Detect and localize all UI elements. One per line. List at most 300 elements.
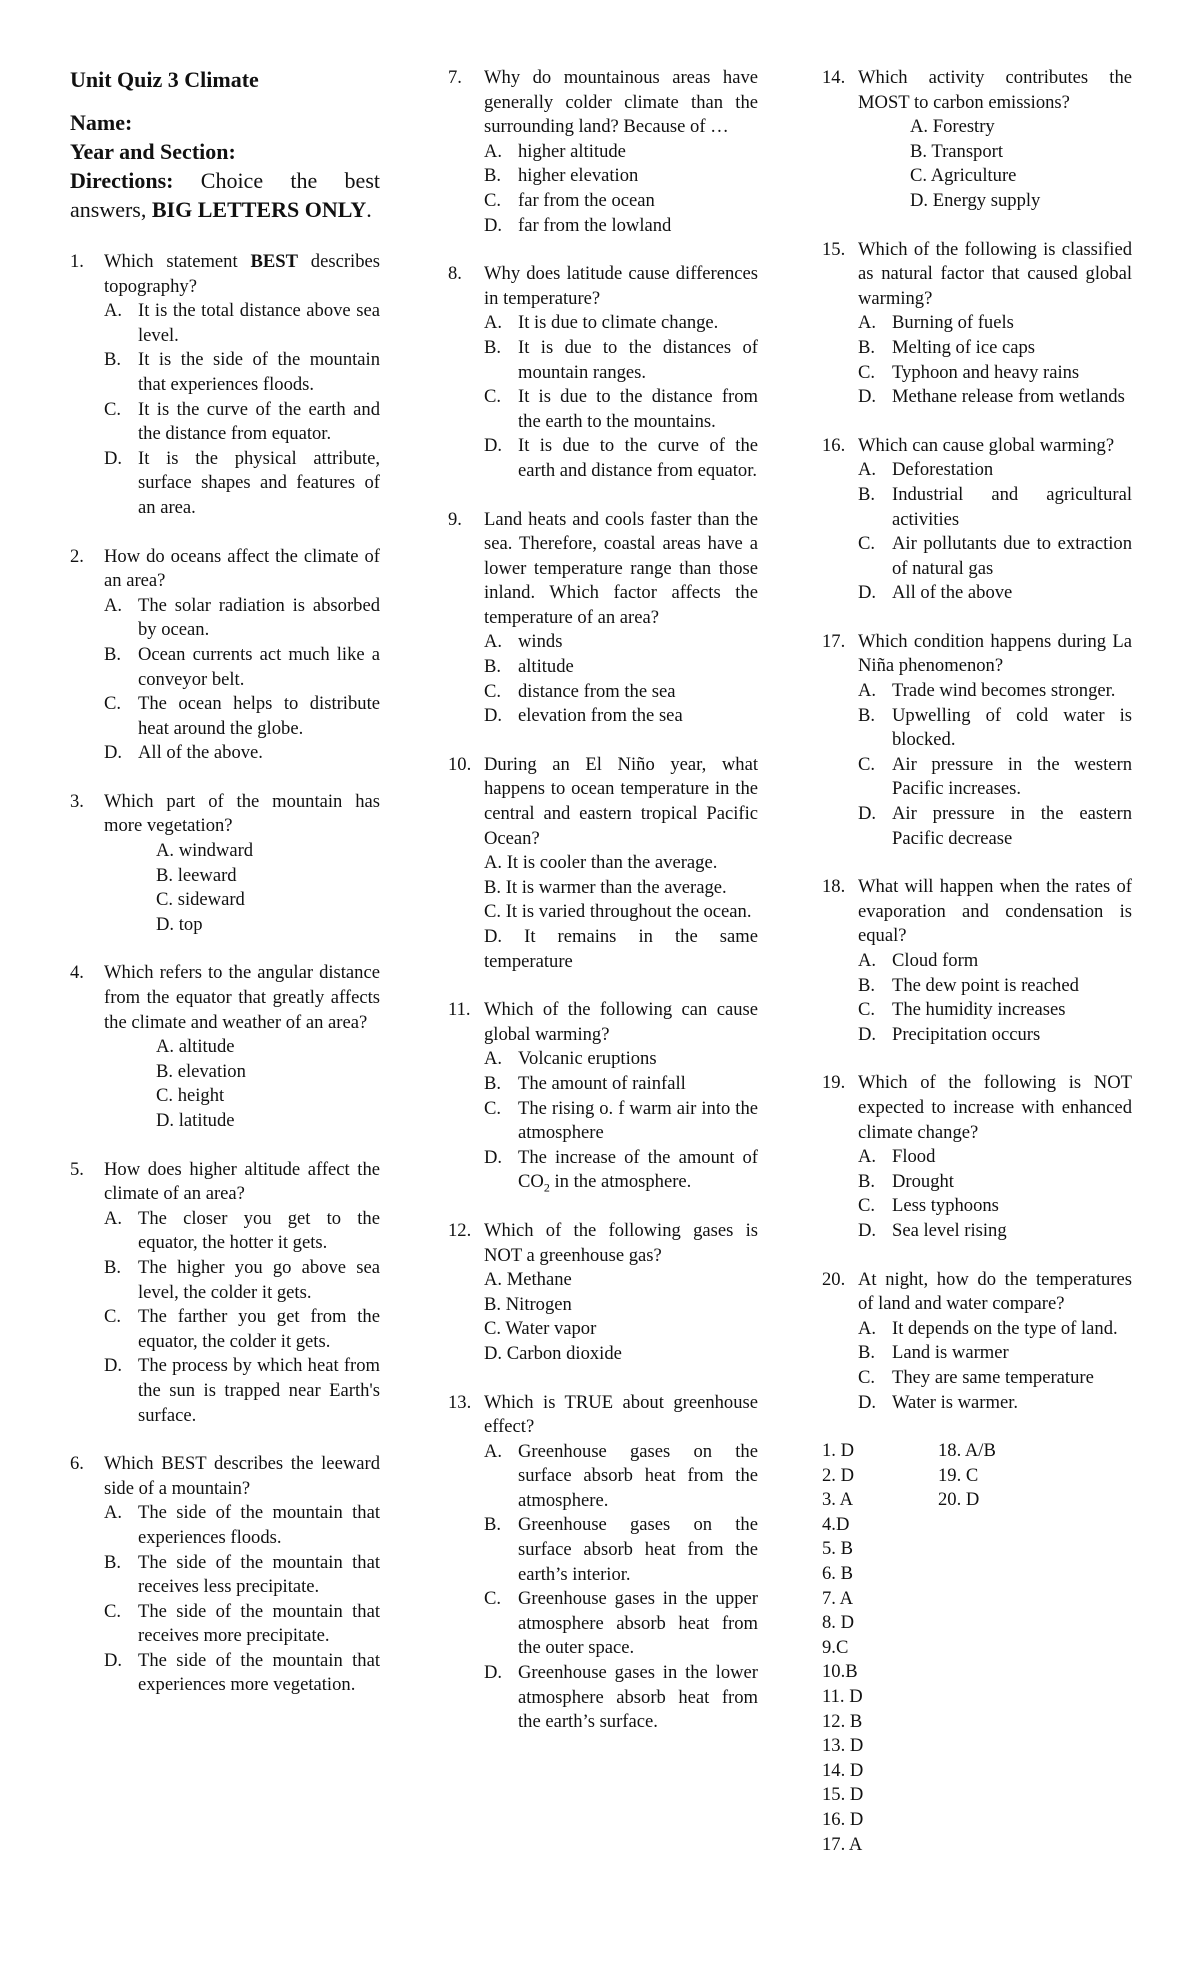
question-number: 11.: [448, 999, 471, 1021]
question-8: [448, 262, 758, 483]
question-text: Why does latitude cause differences in temperature?: [484, 263, 758, 309]
answer-option: [484, 876, 758, 901]
option-letter: C.: [104, 1600, 122, 1622]
option-text: height: [177, 1085, 225, 1107]
option-letter: B.: [484, 1072, 502, 1094]
option-letter: A.: [156, 1036, 175, 1058]
question-5: [70, 1158, 380, 1429]
answer-option: [858, 458, 1132, 483]
question-number: 16.: [822, 434, 846, 456]
option-text: sideward: [177, 889, 245, 911]
question-7: [448, 66, 758, 238]
option-letter: D.: [858, 1219, 877, 1241]
option-text: Nitrogen: [505, 1293, 572, 1315]
answer-option: [858, 581, 1132, 606]
answer-option: [104, 1600, 380, 1649]
option-text: The higher you go above sea level, the colder it gets.: [138, 1256, 380, 1303]
question-17: [822, 630, 1132, 851]
quiz-header: [70, 66, 380, 224]
option-letter: A.: [858, 459, 877, 481]
answer-option: [484, 900, 758, 925]
option-letter: A.: [858, 312, 877, 334]
option-letter: D.: [484, 705, 503, 727]
option-letter: B.: [858, 1170, 876, 1192]
question-number: 7.: [448, 67, 462, 88]
answer-key-item: 13. D: [822, 1735, 864, 1757]
option-letter: D.: [104, 1649, 123, 1671]
question-11: [448, 998, 758, 1195]
question-text: Which can cause global warming?: [858, 434, 1115, 456]
answer-option: [104, 741, 380, 766]
question-9: [448, 508, 758, 729]
option-text: It is varied throughout the ocean.: [505, 901, 752, 923]
answer-option: [104, 1256, 380, 1305]
answer-option: [858, 679, 1132, 704]
option-letter: D.: [484, 1342, 503, 1364]
question-1: [70, 250, 380, 521]
answer-key-item: 2. D: [822, 1464, 855, 1486]
option-letter: B.: [484, 336, 502, 358]
answer-option: [104, 348, 380, 397]
question-number: 12.: [448, 1219, 472, 1241]
answer-option: [484, 1146, 758, 1195]
option-letter: A.: [484, 1440, 503, 1462]
answer-option: [484, 630, 758, 655]
question-text-emphasis: BEST: [250, 251, 298, 272]
option-text: It is the physical attribute, surface shapes and features of an area.: [138, 447, 380, 518]
answer-option: [858, 532, 1132, 581]
option-letter: C.: [104, 693, 122, 715]
question-14: [822, 66, 1132, 214]
question-number: 14.: [822, 67, 846, 88]
answer-option: [858, 949, 1132, 974]
option-letter: B.: [484, 1293, 502, 1315]
question-number: 2.: [70, 545, 84, 567]
quiz-title: Unit Quiz 3 Climate: [70, 67, 259, 92]
answer-option: [484, 1661, 758, 1735]
answer-option: [156, 913, 380, 938]
option-text: Flood: [892, 1146, 936, 1168]
answer-option: [104, 1501, 380, 1550]
question-text: Which of the following gases is NOT a greenhouse gas?: [484, 1219, 758, 1266]
option-text: Trade wind becomes stronger.: [892, 680, 1116, 702]
column-3: [822, 66, 1132, 1855]
option-letter: D.: [484, 1662, 503, 1684]
option-text: Precipitation occurs: [892, 1023, 1041, 1045]
option-text: It remains in the same temperature: [484, 926, 758, 972]
answer-option: [156, 1109, 380, 1134]
option-letter: D.: [484, 1146, 503, 1168]
question-number: 17.: [822, 630, 846, 652]
option-letter: D.: [104, 1355, 123, 1377]
option-letter: B.: [484, 656, 502, 678]
option-text: The amount of rainfall: [518, 1072, 686, 1094]
answer-key-item: 11. D: [822, 1686, 863, 1708]
question-number: 19.: [822, 1072, 846, 1094]
answer-option: [104, 1551, 380, 1600]
option-text: Typhoon and heavy rains: [892, 361, 1080, 383]
question-15: [822, 238, 1132, 410]
answer-option: [484, 680, 758, 705]
question-number: 4.: [70, 962, 84, 984]
question-text: Which of the following is NOT expected to increase with enhanced climate change?: [858, 1072, 1132, 1143]
question-text: Land heats and cools faster than the sea. Therefore, coastal areas have a lower temperature range than those inland. Which factor affects the temperature of an area?: [484, 508, 758, 628]
option-text: Transport: [931, 140, 1004, 162]
question-number: 1.: [70, 251, 84, 272]
option-text: Greenhouse gases in the upper atmosphere absorb heat from the outer space.: [518, 1588, 758, 1659]
question-20: [822, 1268, 1132, 1416]
answer-key-item: 6. B: [822, 1563, 853, 1585]
option-letter: D.: [156, 913, 175, 935]
question-number: 15.: [822, 238, 846, 260]
question-text: Which refers to the angular distance from the equator that greatly affects the climate and weather of an area?: [104, 962, 380, 1033]
option-letter: B.: [858, 974, 876, 996]
option-text: The ocean helps to distribute heat around the globe.: [138, 693, 380, 739]
answer-option: [910, 164, 1132, 189]
option-letter: A.: [104, 1502, 123, 1524]
question-4: [70, 961, 380, 1133]
question-text: Which of the following can cause global warming?: [484, 999, 758, 1045]
option-text: higher elevation: [518, 165, 639, 187]
option-letter: B.: [484, 1514, 502, 1536]
answer-key-item: 1. D: [822, 1440, 855, 1462]
option-text: Methane release from wetlands: [892, 386, 1125, 408]
answer-option: [858, 385, 1132, 410]
question-text: Which part of the mountain has more vegetation?: [104, 790, 380, 837]
answer-key-item: 14. D: [822, 1759, 864, 1781]
answer-option: [104, 447, 380, 521]
option-letter: C.: [858, 533, 876, 555]
option-text: It is the side of the mountain that experiences floods.: [138, 349, 380, 395]
question-18: [822, 875, 1132, 1047]
answer-key-item: 12. B: [822, 1710, 863, 1732]
answer-option: [484, 1342, 758, 1367]
answer-option: [910, 189, 1132, 214]
answer-option: [484, 704, 758, 729]
option-text: far from the lowland: [518, 214, 672, 236]
answer-option: [858, 1317, 1132, 1342]
answer-option: [858, 361, 1132, 386]
option-letter: B.: [858, 336, 876, 358]
option-letter: C.: [484, 1588, 502, 1610]
question-text: Which activity contributes the MOST to carbon emissions?: [858, 67, 1132, 113]
option-letter: C.: [484, 1318, 502, 1340]
answer-option: [910, 115, 1132, 140]
option-text: Deforestation: [892, 459, 994, 481]
question-number: 9.: [448, 508, 462, 530]
option-letter: D.: [104, 447, 123, 469]
answer-option: [104, 1649, 380, 1698]
question-text: [104, 250, 380, 299]
question-text: Which of the following is classified as natural factor that caused global warming?: [858, 238, 1132, 309]
answer-option: [910, 140, 1132, 165]
option-text: Methane: [506, 1269, 572, 1291]
answer-key-item: 4.D: [822, 1513, 850, 1535]
answer-option: [156, 839, 380, 864]
option-text: Water is warmer.: [892, 1391, 1019, 1413]
option-letter: D.: [858, 386, 877, 408]
option-text: higher altitude: [518, 140, 626, 162]
answer-option: [858, 998, 1132, 1023]
answer-option: [484, 1268, 758, 1293]
option-letter: B.: [104, 1256, 122, 1278]
option-text: Less typhoons: [892, 1195, 999, 1217]
option-text: The farther you get from the equator, the colder it gets.: [138, 1306, 380, 1352]
option-text: winds: [518, 631, 563, 653]
option-text: windward: [178, 840, 254, 862]
option-letter: B.: [858, 483, 876, 505]
option-text: top: [178, 913, 203, 935]
answer-option: [156, 864, 380, 889]
option-text: altitude: [178, 1036, 235, 1058]
question-text: Which is TRUE about greenhouse effect?: [484, 1391, 758, 1438]
answer-key-item: 15. D: [822, 1784, 864, 1806]
answer-option: [484, 655, 758, 680]
answer-key-item: 8. D: [822, 1612, 855, 1634]
question-text: How do oceans affect the climate of an area?: [104, 545, 380, 592]
option-letter: D.: [858, 1023, 877, 1045]
option-letter: C.: [156, 889, 174, 911]
option-letter: A.: [484, 852, 503, 874]
answer-option: [858, 311, 1132, 336]
question-19: [822, 1071, 1132, 1243]
question-16: [822, 434, 1132, 606]
question-text: Which condition happens during La Niña phenomenon?: [858, 630, 1132, 677]
option-text: Water vapor: [505, 1318, 597, 1340]
answer-option: [858, 483, 1132, 532]
answer-option: [104, 1354, 380, 1428]
answer-option: [858, 1219, 1132, 1244]
option-letter: B.: [104, 643, 122, 665]
answer-option: [484, 434, 758, 483]
option-text: It depends on the type of land.: [892, 1317, 1118, 1339]
option-text: Cloud form: [892, 950, 979, 971]
option-letter: B.: [858, 1342, 876, 1364]
option-letter: B.: [156, 1060, 174, 1082]
question-text: Which BEST describes the leeward side of a mountain?: [104, 1453, 380, 1499]
option-letter: C.: [484, 1097, 502, 1119]
option-letter: C.: [858, 1195, 876, 1217]
answer-option: [104, 692, 380, 741]
option-text: Land is warmer: [892, 1342, 1009, 1364]
answer-key-item: 17. A: [822, 1833, 863, 1855]
answer-option: [484, 1513, 758, 1587]
option-text: Upwelling of cold water is blocked.: [892, 704, 1132, 751]
column-1: [70, 66, 380, 1722]
answer-option: [484, 925, 758, 974]
answer-option: [484, 311, 758, 336]
question-text-end: describes topography?: [104, 251, 380, 297]
question-number: 6.: [70, 1453, 84, 1475]
answer-option: [858, 1170, 1132, 1195]
answer-option: [484, 336, 758, 385]
question-2: [70, 545, 380, 766]
option-text: Greenhouse gases on the surface absorb heat from the atmosphere.: [518, 1440, 758, 1511]
option-letter: B.: [156, 864, 174, 886]
option-text: They are same temperature: [892, 1366, 1094, 1388]
answer-key-item: 16. D: [822, 1809, 864, 1830]
option-letter: D.: [484, 435, 503, 457]
option-letter: D.: [858, 803, 877, 825]
option-text: It is the total distance above sea level.: [138, 300, 380, 346]
option-letter: D.: [484, 926, 503, 947]
answer-option: [484, 1440, 758, 1514]
answer-option: [156, 888, 380, 913]
option-text: Burning of fuels: [892, 312, 1014, 334]
option-text: It is due to the curve of the earth and distance from equator.: [518, 435, 758, 481]
option-text: distance from the sea: [518, 680, 676, 702]
question-number: 5.: [70, 1158, 84, 1180]
option-letter: A.: [484, 631, 503, 653]
answer-option: [858, 1391, 1132, 1416]
option-letter: C.: [484, 386, 502, 408]
option-letter: C.: [858, 999, 876, 1021]
option-subscript: 2: [543, 1181, 550, 1196]
question-number: 20.: [822, 1268, 846, 1290]
option-text: Air pollutants due to extraction of natural gas: [892, 533, 1132, 579]
option-letter: A.: [104, 594, 123, 616]
column-2: [448, 66, 758, 1759]
option-letter: A.: [156, 840, 175, 862]
answer-option: [484, 1587, 758, 1661]
directions-label: Directions:: [70, 168, 174, 193]
option-text: Agriculture: [930, 165, 1017, 187]
option-text: Drought: [892, 1170, 954, 1192]
option-letter: D.: [104, 742, 123, 764]
option-text: Sea level rising: [892, 1219, 1007, 1241]
option-letter: C.: [910, 165, 928, 187]
answer-option: [858, 1145, 1132, 1170]
option-text: It is due to the distance from the earth to the mountains.: [518, 386, 758, 432]
option-text: The rising o. f warm air into the atmosphere: [518, 1097, 758, 1144]
answer-option: [858, 1341, 1132, 1366]
option-text: Air pressure in the western Pacific increases.: [892, 753, 1132, 800]
option-letter: A.: [484, 1269, 503, 1291]
answer-option: [484, 1072, 758, 1097]
answer-option: [104, 1305, 380, 1354]
directions-emphasis: BIG LETTERS ONLY: [151, 197, 367, 222]
option-letter: A.: [104, 1207, 123, 1229]
option-text: The process by which heat from the sun is trapped near Earth's surface.: [138, 1355, 380, 1426]
option-text: altitude: [518, 656, 574, 678]
answer-option: [858, 802, 1132, 851]
name-label: Name:: [70, 110, 133, 135]
option-text: Melting of ice caps: [892, 336, 1036, 358]
option-letter: D.: [858, 1391, 877, 1413]
answer-option: [484, 164, 758, 189]
answer-option: [858, 1023, 1132, 1048]
answer-option: [104, 643, 380, 692]
answer-option: [484, 214, 758, 239]
option-letter: A.: [858, 950, 877, 971]
answer-option: [104, 398, 380, 447]
question-text: How does higher altitude affect the climate of an area?: [104, 1158, 380, 1205]
option-letter: C.: [104, 1306, 122, 1328]
directions: Directions: Choice the best answers, BIG LETTERS ONLY.: [70, 168, 380, 222]
option-letter: B.: [484, 876, 502, 898]
option-letter: A.: [858, 1317, 877, 1339]
option-letter: B.: [104, 349, 122, 371]
answer-option: [858, 336, 1132, 361]
answer-option: [858, 974, 1132, 999]
answer-option: [484, 189, 758, 214]
question-13: [448, 1391, 758, 1735]
option-letter: C.: [104, 398, 122, 420]
question-text-start: Which statement: [104, 251, 251, 272]
option-letter: C.: [484, 901, 502, 923]
option-letter: D.: [484, 214, 503, 236]
option-letter: C.: [156, 1085, 174, 1107]
question-number: 10.: [448, 753, 472, 775]
option-text: Ocean currents act much like a conveyor belt.: [138, 643, 380, 690]
option-text: elevation from the sea: [518, 705, 683, 727]
option-letter: C.: [858, 361, 876, 383]
option-letter: D.: [156, 1110, 175, 1131]
answer-key-item: 10.B: [822, 1661, 858, 1683]
option-text: It is due to the distances of mountain ranges.: [518, 336, 758, 383]
option-letter: C.: [484, 189, 502, 211]
option-letter: A.: [484, 140, 503, 162]
option-letter: B.: [484, 165, 502, 187]
answer-option: [484, 1047, 758, 1072]
option-text: All of the above: [892, 582, 1013, 604]
option-text: The side of the mountain that receives less precipitate.: [138, 1551, 380, 1598]
question-number: 3.: [70, 790, 84, 812]
option-letter: A.: [858, 1146, 877, 1168]
question-6: [70, 1452, 380, 1698]
option-text: The dew point is reached: [892, 974, 1079, 996]
option-letter: B.: [910, 140, 928, 162]
option-text: latitude: [178, 1110, 235, 1131]
option-text: The closer you get to the equator, the hotter it gets.: [138, 1207, 380, 1254]
option-letter: A.: [484, 312, 503, 334]
option-text: It is due to climate change.: [518, 312, 719, 334]
option-text: Forestry: [932, 116, 995, 138]
answer-key-item: 5. B: [822, 1538, 853, 1560]
directions-text: Choice the best answers,: [70, 168, 380, 222]
option-letter: D.: [858, 582, 877, 604]
option-letter: A.: [484, 1048, 503, 1070]
answer-key-item: 19. C: [938, 1464, 979, 1486]
option-letter: A.: [858, 680, 877, 702]
option-text: The side of the mountain that experiences floods.: [138, 1502, 380, 1548]
option-letter: D.: [910, 189, 929, 211]
option-text: The humidity increases: [892, 999, 1066, 1021]
option-text: It is warmer than the average.: [505, 876, 727, 898]
answer-option: [156, 1084, 380, 1109]
answer-key-item: 20. D: [938, 1489, 980, 1511]
option-letter: B.: [104, 1551, 122, 1573]
question-text: At night, how do the temperatures of land and water compare?: [858, 1268, 1132, 1315]
answer-option: [104, 299, 380, 348]
answer-option: [484, 385, 758, 434]
answer-option: [484, 140, 758, 165]
answer-option: [858, 1194, 1132, 1219]
option-letter: A.: [910, 116, 929, 138]
option-letter: A.: [104, 300, 123, 322]
option-text: far from the ocean: [518, 189, 655, 211]
option-text: All of the above.: [138, 742, 263, 764]
option-letter: C.: [484, 680, 502, 702]
option-text: Greenhouse gases in the lower atmosphere absorb heat from the earth’s surface.: [518, 1662, 758, 1733]
answer-option: [104, 594, 380, 643]
answer-key-item: 18. A/B: [938, 1440, 996, 1462]
option-text: The side of the mountain that experiences more vegetation.: [138, 1649, 380, 1696]
option-text: The solar radiation is absorbed by ocean.: [138, 594, 380, 641]
option-text: Air pressure in the eastern Pacific decrease: [892, 803, 1132, 849]
option-text: Carbon dioxide: [506, 1342, 622, 1364]
option-text: elevation: [177, 1060, 246, 1082]
